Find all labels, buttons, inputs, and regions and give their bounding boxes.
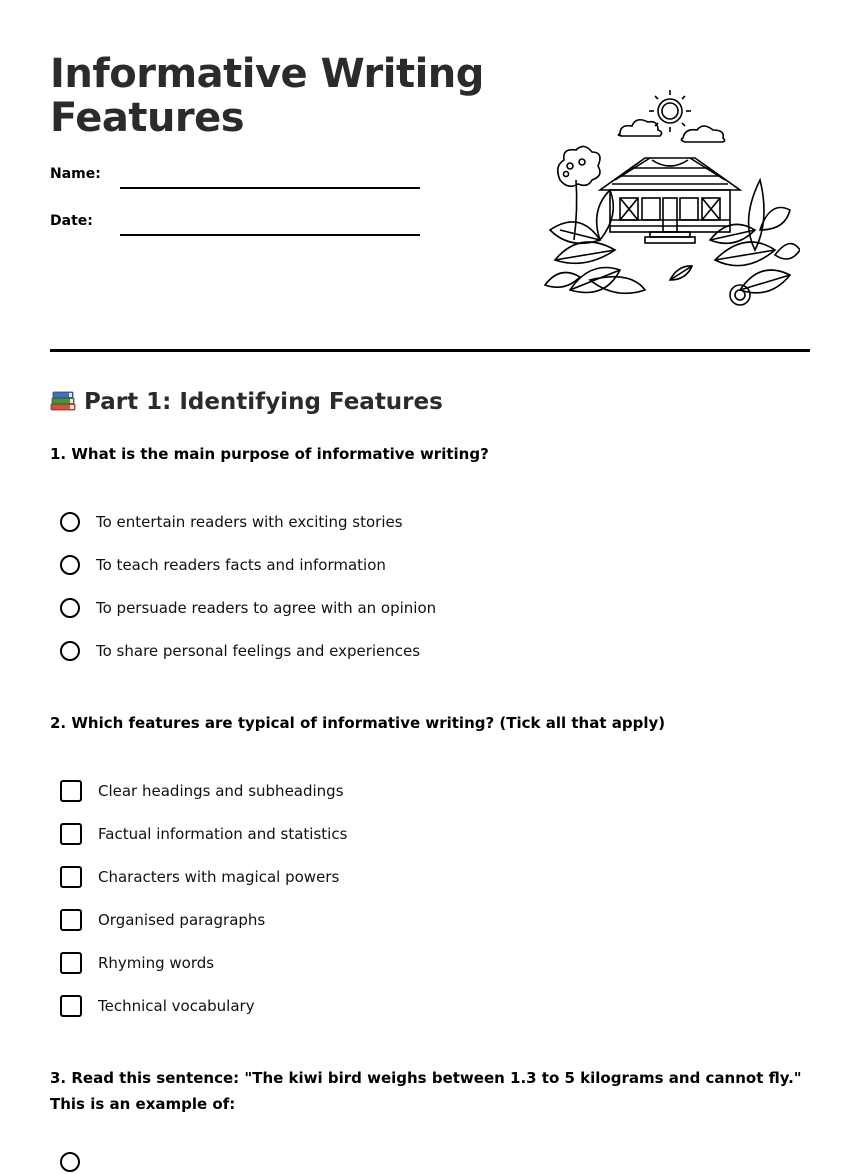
part-1-heading-text: Part 1: Identifying Features	[84, 389, 443, 415]
option-label: To entertain readers with exciting stories	[96, 513, 403, 531]
title-line-1: Informative Writing	[50, 51, 484, 97]
option-label: Technical vocabulary	[98, 997, 255, 1015]
option-label: Clear headings and subheadings	[98, 782, 344, 800]
part-1-heading	[50, 388, 443, 415]
radio-button[interactable]	[60, 512, 80, 532]
date-field[interactable]	[120, 234, 420, 236]
section-divider	[50, 349, 810, 352]
q2-option-5[interactable]	[60, 951, 214, 975]
q1-option-2[interactable]	[60, 553, 386, 577]
question-1: 1. What is the main purpose of informative writing?	[50, 445, 489, 463]
q2-option-3[interactable]	[60, 865, 339, 889]
option-label: Characters with magical powers	[98, 868, 340, 886]
name-field[interactable]	[120, 187, 420, 189]
q2-option-4[interactable]	[60, 908, 265, 932]
option-label: To teach readers facts and information	[96, 556, 386, 574]
date-label: Date:	[50, 213, 93, 229]
checkbox[interactable]	[60, 952, 82, 974]
q3-option-1[interactable]	[60, 1150, 80, 1174]
option-label: To share personal feelings and experiences	[96, 642, 421, 660]
name-label: Name:	[50, 166, 101, 182]
option-label: To persuade readers to agree with an opinion	[96, 599, 437, 617]
books-emoji-icon	[50, 388, 76, 412]
radio-button[interactable]	[60, 1152, 80, 1172]
title-line-2: Features	[50, 95, 245, 141]
checkbox[interactable]	[60, 823, 82, 845]
radio-button[interactable]	[60, 555, 80, 575]
checkbox[interactable]	[60, 780, 82, 802]
q1-option-3[interactable]	[60, 596, 436, 620]
worksheet-title	[50, 52, 484, 140]
q2-option-2[interactable]	[60, 822, 347, 846]
checkbox[interactable]	[60, 909, 82, 931]
radio-button[interactable]	[60, 641, 80, 661]
q1-option-4[interactable]	[60, 639, 420, 663]
q2-option-6[interactable]	[60, 994, 255, 1018]
question-2: 2. Which features are typical of informative writing? (Tick all that apply)	[50, 714, 666, 732]
option-label: Rhyming words	[98, 954, 215, 972]
question-3: 3. Read this sentence: "The kiwi bird weighs between 1.3 to 5 kilograms and cannot fly." This is an example of:	[50, 1069, 802, 1113]
radio-button[interactable]	[60, 598, 80, 618]
house-jungle-illustration	[540, 80, 800, 315]
checkbox[interactable]	[60, 866, 82, 888]
option-label: Organised paragraphs	[98, 911, 266, 929]
option-label: Factual information and statistics	[98, 825, 348, 843]
q1-option-1[interactable]	[60, 510, 403, 534]
q2-option-1[interactable]	[60, 779, 344, 803]
checkbox[interactable]	[60, 995, 82, 1017]
